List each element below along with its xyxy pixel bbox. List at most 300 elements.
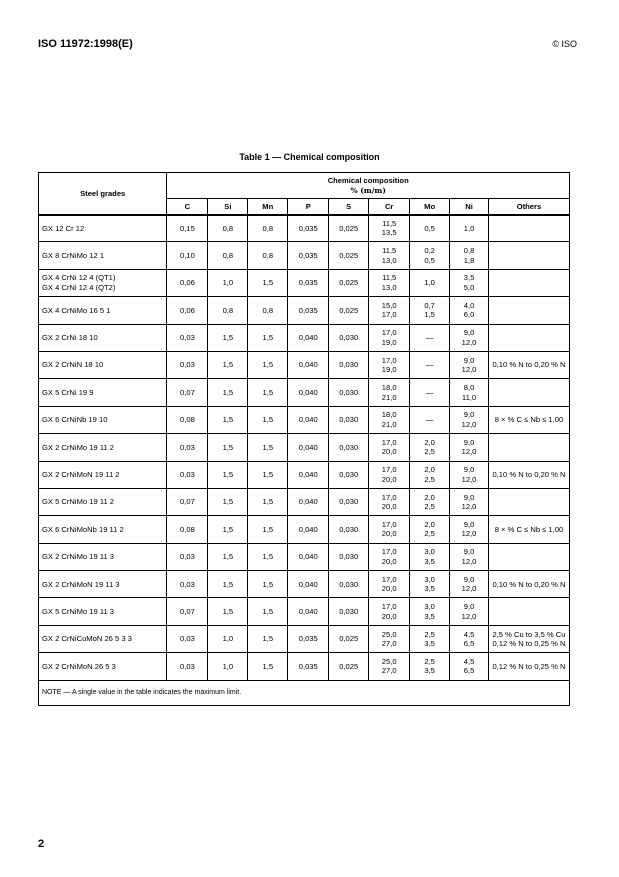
steel-grade-cell (39, 379, 167, 406)
cell-cr-line: 17,0 (381, 328, 397, 338)
table-row (39, 598, 570, 625)
steel-grade-line: GX 5 CrNi 19 9 (42, 387, 94, 397)
cell-ni-line: 9,0 (463, 355, 475, 365)
cell-mn: 1,5 (248, 653, 288, 680)
cell-ni-line: 12,0 (461, 611, 477, 621)
cell-mo-line: 3,0 (424, 602, 435, 612)
cell-ni-line: 4,5 (463, 656, 475, 666)
cell-ni (450, 516, 489, 543)
cell-mo (410, 516, 450, 543)
cell-cr (369, 653, 410, 680)
cell-cr (369, 269, 410, 296)
cell-ni-line: 12,0 (461, 584, 477, 594)
cell-cr-line: 20,0 (381, 556, 397, 566)
cell-ni (450, 653, 489, 680)
table-row (39, 351, 570, 378)
cell-si: 1,5 (208, 543, 248, 570)
steel-grade-line: GX 4 CrNi 12 4 (QT1) (42, 273, 116, 283)
cell-mo (410, 461, 450, 488)
table-row (39, 297, 570, 324)
cell-s: 0,030 (329, 543, 369, 570)
cell-si: 1,5 (208, 571, 248, 598)
cell-mo-line: 0,2 (424, 246, 435, 256)
cell-ni (450, 269, 489, 296)
cell-mo (410, 297, 450, 324)
cell-mn: 1,5 (248, 543, 288, 570)
cell-others (488, 571, 569, 598)
copyright-mark: © ISO (552, 39, 577, 49)
cell-others-line: 8 × % C ≤ Nb ≤ 1,00 (494, 415, 564, 425)
cell-others (488, 598, 569, 625)
steel-grade-line: GX 2 CrNiN 18 10 (42, 360, 104, 370)
cell-cr-line: 21,0 (381, 419, 397, 429)
cell-ni (450, 461, 489, 488)
cell-cr (369, 324, 410, 351)
cell-cr-line: 11,5 (382, 273, 397, 283)
cell-mo-line: 1,0 (424, 278, 435, 288)
cell-c: 0,08 (167, 516, 208, 543)
cell-si: 1,0 (208, 653, 248, 680)
cell-c: 0,07 (167, 488, 208, 515)
cell-cr-line: 11,5 (382, 218, 397, 228)
column-header-si: Si (208, 199, 248, 215)
cell-cr-line: 21,0 (381, 392, 397, 402)
cell-ni-line: 6,5 (463, 666, 475, 676)
cell-mo-line: 0,7 (424, 300, 435, 310)
cell-cr-line: 11,5 (382, 246, 397, 256)
table-row (39, 406, 570, 433)
cell-ni-line: 11,0 (461, 392, 477, 402)
cell-p: 0,040 (288, 571, 329, 598)
cell-mn: 1,5 (248, 625, 288, 652)
cell-ni (450, 488, 489, 515)
cell-c: 0,03 (167, 324, 208, 351)
cell-cr (369, 297, 410, 324)
cell-mo-line: 2,5 (424, 474, 435, 484)
cell-c: 0,06 (167, 269, 208, 296)
cell-si: 1,5 (208, 516, 248, 543)
cell-ni-line: 12,0 (461, 529, 477, 539)
cell-others (488, 269, 569, 296)
cell-s: 0,025 (329, 269, 369, 296)
steel-grade-line: GX 2 CrNiMo 19 11 3 (42, 552, 115, 562)
cell-p: 0,040 (288, 516, 329, 543)
steel-grade-cell (39, 324, 167, 351)
cell-others (488, 653, 569, 680)
cell-cr (369, 598, 410, 625)
cell-mo-line: 0,5 (424, 223, 435, 233)
cell-ni-line: 4,0 (463, 300, 475, 310)
steel-grade-line: GX 5 CrNiMo 19 11 3 (42, 606, 115, 616)
cell-c: 0,03 (167, 625, 208, 652)
steel-grade-line: GX 2 CrNiCuMoN 26 5 3 3 (42, 634, 132, 644)
cell-others-line: 0,10 % N to 0,20 % N (492, 360, 566, 370)
cell-cr-line: 17,0 (381, 574, 397, 584)
cell-c: 0,07 (167, 598, 208, 625)
cell-cr (369, 461, 410, 488)
cell-si: 0,8 (208, 215, 248, 242)
steel-grade-cell (39, 516, 167, 543)
cell-others (488, 324, 569, 351)
cell-others (488, 406, 569, 433)
cell-cr (369, 516, 410, 543)
cell-ni-line: 9,0 (463, 492, 475, 502)
cell-ni-line: 6,0 (463, 310, 475, 320)
cell-p: 0,035 (288, 242, 329, 269)
cell-mn: 1,5 (248, 406, 288, 433)
table-row (39, 516, 570, 543)
cell-cr-line: 27,0 (381, 666, 397, 676)
cell-cr-line: 20,0 (381, 611, 397, 621)
steel-grade-cell (39, 406, 167, 433)
cell-others (488, 488, 569, 515)
cell-mo-line: 3,5 (424, 611, 435, 621)
cell-ni (450, 543, 489, 570)
cell-ni (450, 215, 489, 242)
table-row (39, 242, 570, 269)
cell-ni-line: 1,8 (463, 255, 475, 265)
cell-cr-line: 20,0 (381, 584, 397, 594)
cell-mo-line: 0,5 (424, 255, 435, 265)
cell-si: 1,5 (208, 461, 248, 488)
steel-grade-cell (39, 488, 167, 515)
table-row (39, 379, 570, 406)
cell-ni-line: 12,0 (461, 556, 477, 566)
cell-mo-line: — (425, 360, 434, 370)
cell-mo (410, 351, 450, 378)
steel-grade-line: GX 2 CrNiMoN 26 5 3 (42, 661, 116, 671)
cell-s: 0,025 (329, 653, 369, 680)
steel-grade-cell (39, 571, 167, 598)
cell-cr-line: 15,0 (381, 300, 397, 310)
steel-grade-line: GX 2 CrNiMoN 19 11 3 (42, 579, 120, 589)
table-row (39, 269, 570, 296)
cell-mo (410, 543, 450, 570)
table-row (39, 653, 570, 680)
cell-ni-line: 12,0 (461, 502, 477, 512)
cell-others (488, 379, 569, 406)
chemical-composition-header (167, 173, 570, 199)
cell-s: 0,030 (329, 434, 369, 461)
cell-c: 0,03 (167, 461, 208, 488)
cell-others (488, 242, 569, 269)
cell-mo (410, 653, 450, 680)
table-body (39, 215, 570, 681)
cell-cr-line: 20,0 (381, 447, 397, 457)
cell-others-line: 8 × % C ≤ Nb ≤ 1,00 (494, 524, 564, 534)
steel-grade-cell (39, 598, 167, 625)
cell-mo (410, 324, 450, 351)
cell-ni-line: 12,0 (461, 447, 477, 457)
column-header-c: C (167, 199, 208, 215)
cell-s: 0,030 (329, 351, 369, 378)
column-header-mn: Mn (248, 199, 288, 215)
cell-mo-line: — (425, 333, 434, 342)
cell-ni-line: 12,0 (461, 365, 477, 375)
steel-grade-line: GX 4 CrNiMo 16 5 1 (42, 305, 111, 315)
cell-cr-line: 17,0 (381, 437, 397, 447)
cell-mn: 0,8 (248, 242, 288, 269)
cell-s: 0,025 (329, 297, 369, 324)
cell-mo (410, 625, 450, 652)
cell-mo-line: — (425, 415, 434, 425)
cell-cr-line: 13,0 (381, 255, 397, 265)
cell-ni-line: 12,0 (461, 337, 477, 347)
cell-mo (410, 242, 450, 269)
cell-ni (450, 297, 489, 324)
cell-ni (450, 598, 489, 625)
cell-ni (450, 379, 489, 406)
cell-ni-line: 0,8 (463, 246, 475, 256)
column-header-ni: Ni (450, 199, 489, 215)
cell-cr-line: 17,0 (381, 465, 397, 475)
cell-cr-line: 17,0 (381, 547, 397, 557)
cell-cr-line: 17,0 (381, 310, 397, 320)
cell-cr (369, 242, 410, 269)
cell-others-line: 0,12 % N to 0,25 % N (492, 661, 566, 671)
cell-mo-line: 1,5 (424, 310, 435, 320)
cell-mn: 1,5 (248, 516, 288, 543)
cell-mn: 0,8 (248, 297, 288, 324)
table-row (39, 543, 570, 570)
cell-ni-line: 9,0 (463, 519, 475, 529)
cell-mo-line: 2,0 (424, 492, 435, 502)
cell-ni-line: 12,0 (461, 474, 477, 484)
table-caption: Table 1 — Chemical composition (239, 152, 380, 162)
cell-ni-line: 9,0 (463, 410, 475, 420)
cell-ni-line: 5,0 (463, 282, 475, 292)
steel-grade-line: GX 2 CrNi 18 10 (42, 333, 98, 342)
cell-c: 0,07 (167, 379, 208, 406)
cell-s: 0,030 (329, 379, 369, 406)
table-row (39, 434, 570, 461)
cell-p: 0,035 (288, 269, 329, 296)
steel-grade-line: GX 2 CrNiMoN 19 11 2 (42, 469, 120, 479)
cell-mo (410, 406, 450, 433)
cell-others (488, 461, 569, 488)
cell-c: 0,03 (167, 653, 208, 680)
chemical-composition-table (38, 172, 570, 706)
cell-cr-line: 13,5 (381, 228, 397, 238)
cell-mo-line: 2,0 (424, 519, 435, 529)
table-row (39, 571, 570, 598)
cell-ni (450, 324, 489, 351)
cell-others-line: 0,12 % N to 0,25 % N (492, 639, 566, 649)
cell-cr-line: 17,0 (381, 519, 397, 529)
cell-cr (369, 488, 410, 515)
cell-si: 1,5 (208, 598, 248, 625)
cell-mn: 1,5 (248, 598, 288, 625)
cell-ni (450, 242, 489, 269)
cell-mo-line: 3,5 (424, 556, 435, 566)
cell-ni (450, 625, 489, 652)
cell-ni (450, 434, 489, 461)
cell-mo-line: 2,5 (424, 502, 435, 512)
cell-p: 0,040 (288, 406, 329, 433)
cell-others (488, 516, 569, 543)
cell-ni-line: 9,0 (463, 547, 475, 557)
cell-ni (450, 406, 489, 433)
cell-si: 1,0 (208, 269, 248, 296)
steel-grade-cell (39, 625, 167, 652)
cell-cr (369, 215, 410, 242)
cell-mo-line: 2,0 (424, 465, 435, 475)
cell-cr-line: 18,0 (381, 383, 397, 393)
cell-c: 0,03 (167, 351, 208, 378)
cell-mo (410, 434, 450, 461)
cell-cr-line: 13,0 (381, 282, 397, 292)
cell-others (488, 297, 569, 324)
table-note: NOTE — A single value in the table indicates the maximum limit. (39, 680, 570, 705)
cell-cr-line: 17,0 (381, 602, 397, 612)
cell-p: 0,040 (288, 598, 329, 625)
cell-mn: 1,5 (248, 324, 288, 351)
cell-others-line: 0,10 % N to 0,20 % N (492, 469, 566, 479)
cell-si: 1,5 (208, 434, 248, 461)
cell-mo (410, 571, 450, 598)
cell-cr (369, 625, 410, 652)
cell-others (488, 351, 569, 378)
table-row (39, 215, 570, 242)
cell-s: 0,030 (329, 598, 369, 625)
cell-p: 0,040 (288, 488, 329, 515)
cell-mo-line: 2,5 (424, 529, 435, 539)
cell-ni (450, 571, 489, 598)
cell-ni-line: 4,5 (463, 629, 475, 639)
steel-grade-line: GX 8 CrNiMo 12 1 (42, 250, 105, 260)
cell-others (488, 543, 569, 570)
steel-grade-cell (39, 351, 167, 378)
cell-mo-line: 2,5 (424, 656, 435, 666)
cell-cr-line: 20,0 (381, 502, 397, 512)
cell-mo (410, 269, 450, 296)
steel-grade-cell (39, 242, 167, 269)
page-number: 2 (38, 838, 45, 850)
cell-cr (369, 379, 410, 406)
cell-c: 0,03 (167, 543, 208, 570)
cell-mn: 1,5 (248, 434, 288, 461)
cell-cr-line: 19,0 (381, 365, 397, 375)
column-header-others: Others (488, 199, 569, 215)
cell-si: 1,5 (208, 351, 248, 378)
cell-mn: 1,5 (248, 571, 288, 598)
table-row (39, 488, 570, 515)
cell-cr-line: 18,0 (381, 410, 397, 420)
cell-mn: 1,5 (248, 379, 288, 406)
table-row (39, 324, 570, 351)
steel-grade-line: GX 6 CrNiNb 19 10 (42, 415, 108, 425)
steel-grade-line: GX 4 CrNi 12 4 (QT2) (42, 282, 116, 292)
cell-cr-line: 17,0 (381, 355, 397, 365)
cell-si: 1,5 (208, 324, 248, 351)
cell-si: 1,5 (208, 406, 248, 433)
cell-ni-line: 9,0 (463, 574, 475, 584)
cell-p: 0,040 (288, 461, 329, 488)
cell-mo-line: 3,0 (424, 574, 435, 584)
cell-s: 0,025 (329, 625, 369, 652)
cell-cr-line: 25,0 (381, 629, 397, 639)
cell-p: 0,035 (288, 297, 329, 324)
cell-si: 0,8 (208, 242, 248, 269)
cell-p: 0,040 (288, 324, 329, 351)
cell-cr-line: 20,0 (381, 529, 397, 539)
cell-s: 0,030 (329, 571, 369, 598)
table-row (39, 461, 570, 488)
cell-mn: 1,5 (248, 269, 288, 296)
cell-s: 0,030 (329, 488, 369, 515)
cell-ni-line: 3,5 (463, 273, 475, 283)
column-header-p: P (288, 199, 329, 215)
cell-si: 1,5 (208, 379, 248, 406)
cell-ni-line: 9,0 (463, 602, 475, 612)
steel-grade-cell (39, 269, 167, 296)
cell-others-line: 0,10 % N to 0,20 % N (492, 579, 566, 589)
cell-ni-line: 12,0 (461, 419, 477, 429)
cell-cr (369, 434, 410, 461)
cell-cr (369, 406, 410, 433)
cell-c: 0,03 (167, 434, 208, 461)
steel-grade-cell (39, 653, 167, 680)
cell-cr-line: 19,0 (381, 337, 397, 347)
cell-cr-line: 25,0 (381, 656, 397, 666)
cell-mo (410, 598, 450, 625)
cell-mo-line: 3,5 (424, 584, 435, 594)
cell-si: 0,8 (208, 297, 248, 324)
table-row (39, 625, 570, 652)
cell-mo-line: 3,5 (424, 666, 435, 676)
cell-cr-line: 20,0 (381, 474, 397, 484)
steel-grade-cell (39, 461, 167, 488)
column-header-mo: Mo (410, 199, 450, 215)
cell-si: 1,5 (208, 488, 248, 515)
cell-others (488, 434, 569, 461)
steel-grade-cell (39, 215, 167, 242)
cell-mn: 1,5 (248, 488, 288, 515)
cell-mo-line: — (425, 387, 434, 397)
cell-c: 0,06 (167, 297, 208, 324)
cell-s: 0,030 (329, 516, 369, 543)
cell-p: 0,040 (288, 351, 329, 378)
column-header-cr: Cr (369, 199, 410, 215)
steel-grade-line: GX 12 Cr 12 (42, 223, 85, 233)
cell-ni-line: 9,0 (463, 465, 475, 475)
cell-s: 0,030 (329, 406, 369, 433)
cell-ni (450, 351, 489, 378)
cell-mo (410, 215, 450, 242)
cell-s: 0,030 (329, 461, 369, 488)
cell-mn: 0,8 (248, 215, 288, 242)
cell-ni-line: 8,0 (463, 383, 475, 393)
cell-mo-line: 2,5 (424, 629, 435, 639)
cell-p: 0,040 (288, 543, 329, 570)
steel-grade-cell (39, 434, 167, 461)
cell-others (488, 215, 569, 242)
cell-cr-line: 27,0 (381, 639, 397, 649)
cell-mo-line: 3,0 (424, 547, 435, 557)
cell-ni-line: 9,0 (463, 328, 475, 338)
group-unit: % (m/m) (350, 185, 386, 195)
cell-p: 0,035 (288, 625, 329, 652)
cell-p: 0,035 (288, 653, 329, 680)
cell-c: 0,15 (167, 215, 208, 242)
cell-others-line: 2,5 % Cu to 3,5 % Cu (492, 629, 566, 639)
cell-cr-line: 17,0 (381, 492, 397, 502)
cell-mo (410, 488, 450, 515)
cell-mo-line: 2,5 (424, 447, 435, 457)
cell-ni-line: 1,0 (463, 223, 475, 233)
cell-ni-line: 6,5 (463, 639, 475, 649)
cell-cr (369, 543, 410, 570)
